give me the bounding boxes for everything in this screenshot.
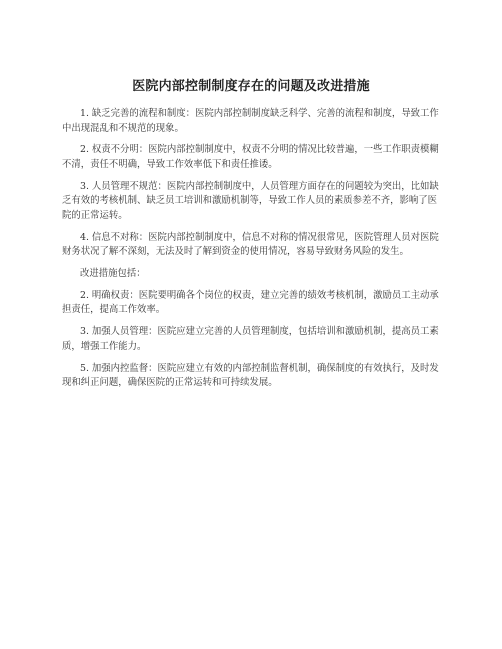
paragraph-measures-intro: 改进措施包括： (80, 268, 146, 280)
paragraph-issue-2: 2. 权责不分明：医院内部控制制度中，权责不分明的情况比较普遍，一些工作职责模糊不清，责任不明确，导致工作效率低下和责任推诿。 (62, 144, 439, 170)
paragraph-issue-1: 1. 缺乏完善的流程和制度：医院内部控制制度缺乏科学、完善的流程和制度，导致工作中出现混乱和不规范的现象。 (62, 108, 439, 134)
paragraph-issue-3: 3. 人员管理不规范：医院内部控制制度中，人员管理方面存在的问题较为突出，比如缺乏有效的考核机制、缺乏员工培训和激励机制等，导致工作人员的素质参差不齐，影响了医院的正常运转。 (62, 180, 439, 221)
paragraph-measure-3: 3. 加强人员管理：医院应建立完善的人员管理制度，包括培训和激励机制，提高员工素质，增强工作能力。 (62, 326, 439, 352)
paragraph-measure-5: 5. 加强内控监督：医院应建立有效的内部控制监督机制，确保制度的有效执行，及时发现和纠正问题，确保医院的正常运转和可持续发展。 (62, 362, 439, 389)
document-title: 医院内部控制制度存在的问题及改进措施 (132, 79, 370, 94)
document-body (62, 78, 440, 398)
paragraph-issue-4: 4. 信息不对称：医院内部控制制度中，信息不对称的情况很常见，医院管理人员对医院财务状况了解不深刻，无法及时了解到资金的使用情况，容易导致财务风险的发生。 (62, 231, 439, 258)
paragraph-measure-2: 2. 明确权责：医院要明确各个岗位的权责，建立完善的绩效考核机制，激励员工主动承担责任，提高工作效率。 (62, 289, 439, 316)
